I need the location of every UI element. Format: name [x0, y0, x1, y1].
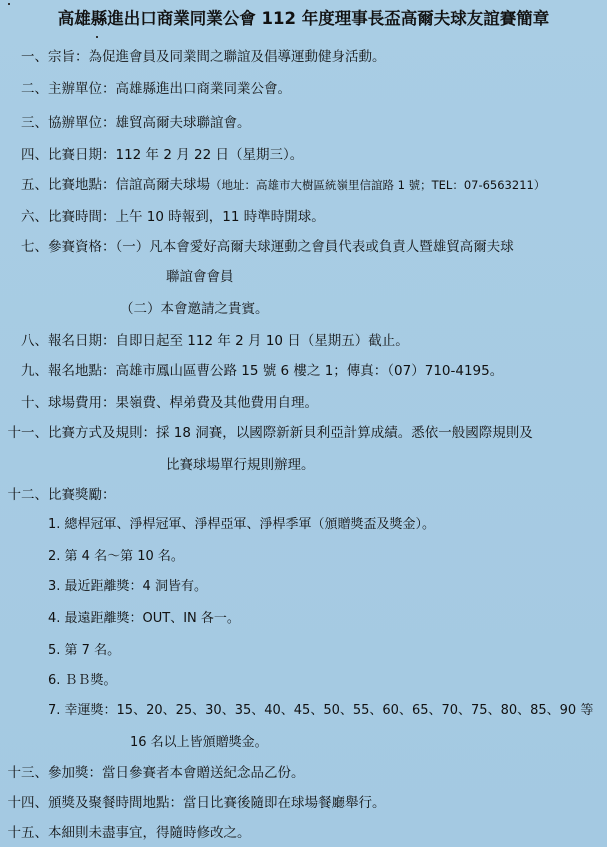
item-number: 十一、 — [7, 425, 48, 441]
document-title: 高雄縣進出口商業同業公會 112 年度理事長盃高爾夫球友誼賽簡章 — [57, 9, 550, 28]
item-text: 信誼高爾夫球場 — [115, 177, 210, 193]
award-item: 6. ＢＢ獎。 — [48, 673, 117, 688]
item-text: 果嶺費、桿弟費及其他費用自理。 — [115, 395, 318, 411]
item-text: 當日比賽後隨即在球場餐廳舉行。 — [183, 795, 386, 811]
award-item: 3. 最近距離獎：4 洞皆有。 — [48, 579, 207, 594]
item-text: 得隨時修改之。 — [156, 825, 251, 841]
item-label: 比賽獎勵： — [48, 487, 116, 503]
award-item: 4. 最遠距離獎：OUT、IN 各一。 — [48, 611, 240, 626]
award-item: 7. 幸運獎：15、20、25、30、35、40、45、50、55、60、65、70、75、80、85、90 等 — [48, 703, 594, 718]
item-label: 報名日期： — [48, 333, 116, 349]
item-number: 十五、 — [7, 825, 48, 841]
item-number: 七、 — [21, 239, 48, 255]
item-text: 112 年 2 月 22 日（星期三）。 — [115, 147, 304, 163]
item-number: 十二、 — [7, 487, 48, 503]
item-number: 四、 — [21, 147, 48, 163]
eligibility-continuation: 聯誼會會員 — [166, 269, 234, 285]
rules-continuation: 比賽球場單行規則辦理。 — [166, 457, 315, 473]
item-text: 為促進會員及同業間之聯誼及倡導運動健身活動。 — [88, 49, 386, 65]
item-label: 比賽地點： — [48, 177, 116, 193]
item-number: 二、 — [21, 81, 48, 97]
item-number: 一、 — [21, 49, 48, 65]
item-text: 高雄市鳳山區曹公路 15 號 6 樓之 1；傳真：（07）710-4195。 — [115, 363, 504, 379]
item-label: 比賽時間： — [48, 209, 116, 225]
scan-speck — [8, 3, 10, 5]
item-text: 雄貿高爾夫球聯誼會。 — [115, 115, 251, 131]
item-label: 參加獎： — [48, 765, 102, 781]
venue-address: （地址：高雄市大樹區統嶺里信誼路 1 號；TEL：07-6563211） — [210, 178, 546, 192]
item-label: 協辦單位： — [48, 115, 116, 131]
item-text: 上午 10 時報到，11 時準時開球。 — [115, 209, 325, 225]
item-label: 參賽資格： — [48, 239, 116, 255]
item-label: 比賽方式及規則： — [48, 425, 156, 441]
item-label: 比賽日期： — [48, 147, 116, 163]
item-number: 六、 — [21, 209, 48, 225]
item-number: 五、 — [21, 177, 48, 193]
item-text: 高雄縣進出口商業同業公會。 — [115, 81, 291, 97]
award-item: 5. 第 7 名。 — [48, 643, 121, 658]
item-text: 自即日起至 112 年 2 月 10 日（星期五）截止。 — [115, 333, 409, 349]
item-number: 十四、 — [7, 795, 48, 811]
item-label: 頒獎及聚餐時間地點： — [48, 795, 183, 811]
item-label: 本細則未盡事宜， — [48, 825, 156, 841]
item-number: 九、 — [21, 363, 48, 379]
scan-speck — [96, 36, 98, 38]
item-number: 三、 — [21, 115, 48, 131]
item-number: 十、 — [21, 395, 48, 411]
item-text: 採 18 洞賽，以國際新新貝利亞計算成績。悉依一般國際規則及 — [156, 425, 533, 441]
award-item: 2. 第 4 名～第 10 名。 — [48, 549, 184, 564]
award-item: 1. 總桿冠軍、淨桿冠軍、淨桿亞軍、淨桿季軍（頒贈獎盃及獎金）。 — [48, 517, 436, 532]
item-number: 十三、 — [7, 765, 48, 781]
item-number: 八、 — [21, 333, 48, 349]
item-text: （一）凡本會愛好高爾夫球運動之會員代表或負責人暨雄貿高爾夫球 — [115, 239, 514, 255]
item-label: 球場費用： — [48, 395, 116, 411]
item-label: 報名地點： — [48, 363, 116, 379]
item-label: 宗旨： — [48, 49, 89, 65]
item-text: 當日參賽者本會贈送紀念品乙份。 — [102, 765, 305, 781]
item-label: 主辦單位： — [48, 81, 116, 97]
award-item-continuation: 16 名以上皆頒贈獎金。 — [130, 735, 268, 750]
eligibility-guests: （二）本會邀請之貴賓。 — [120, 301, 269, 317]
